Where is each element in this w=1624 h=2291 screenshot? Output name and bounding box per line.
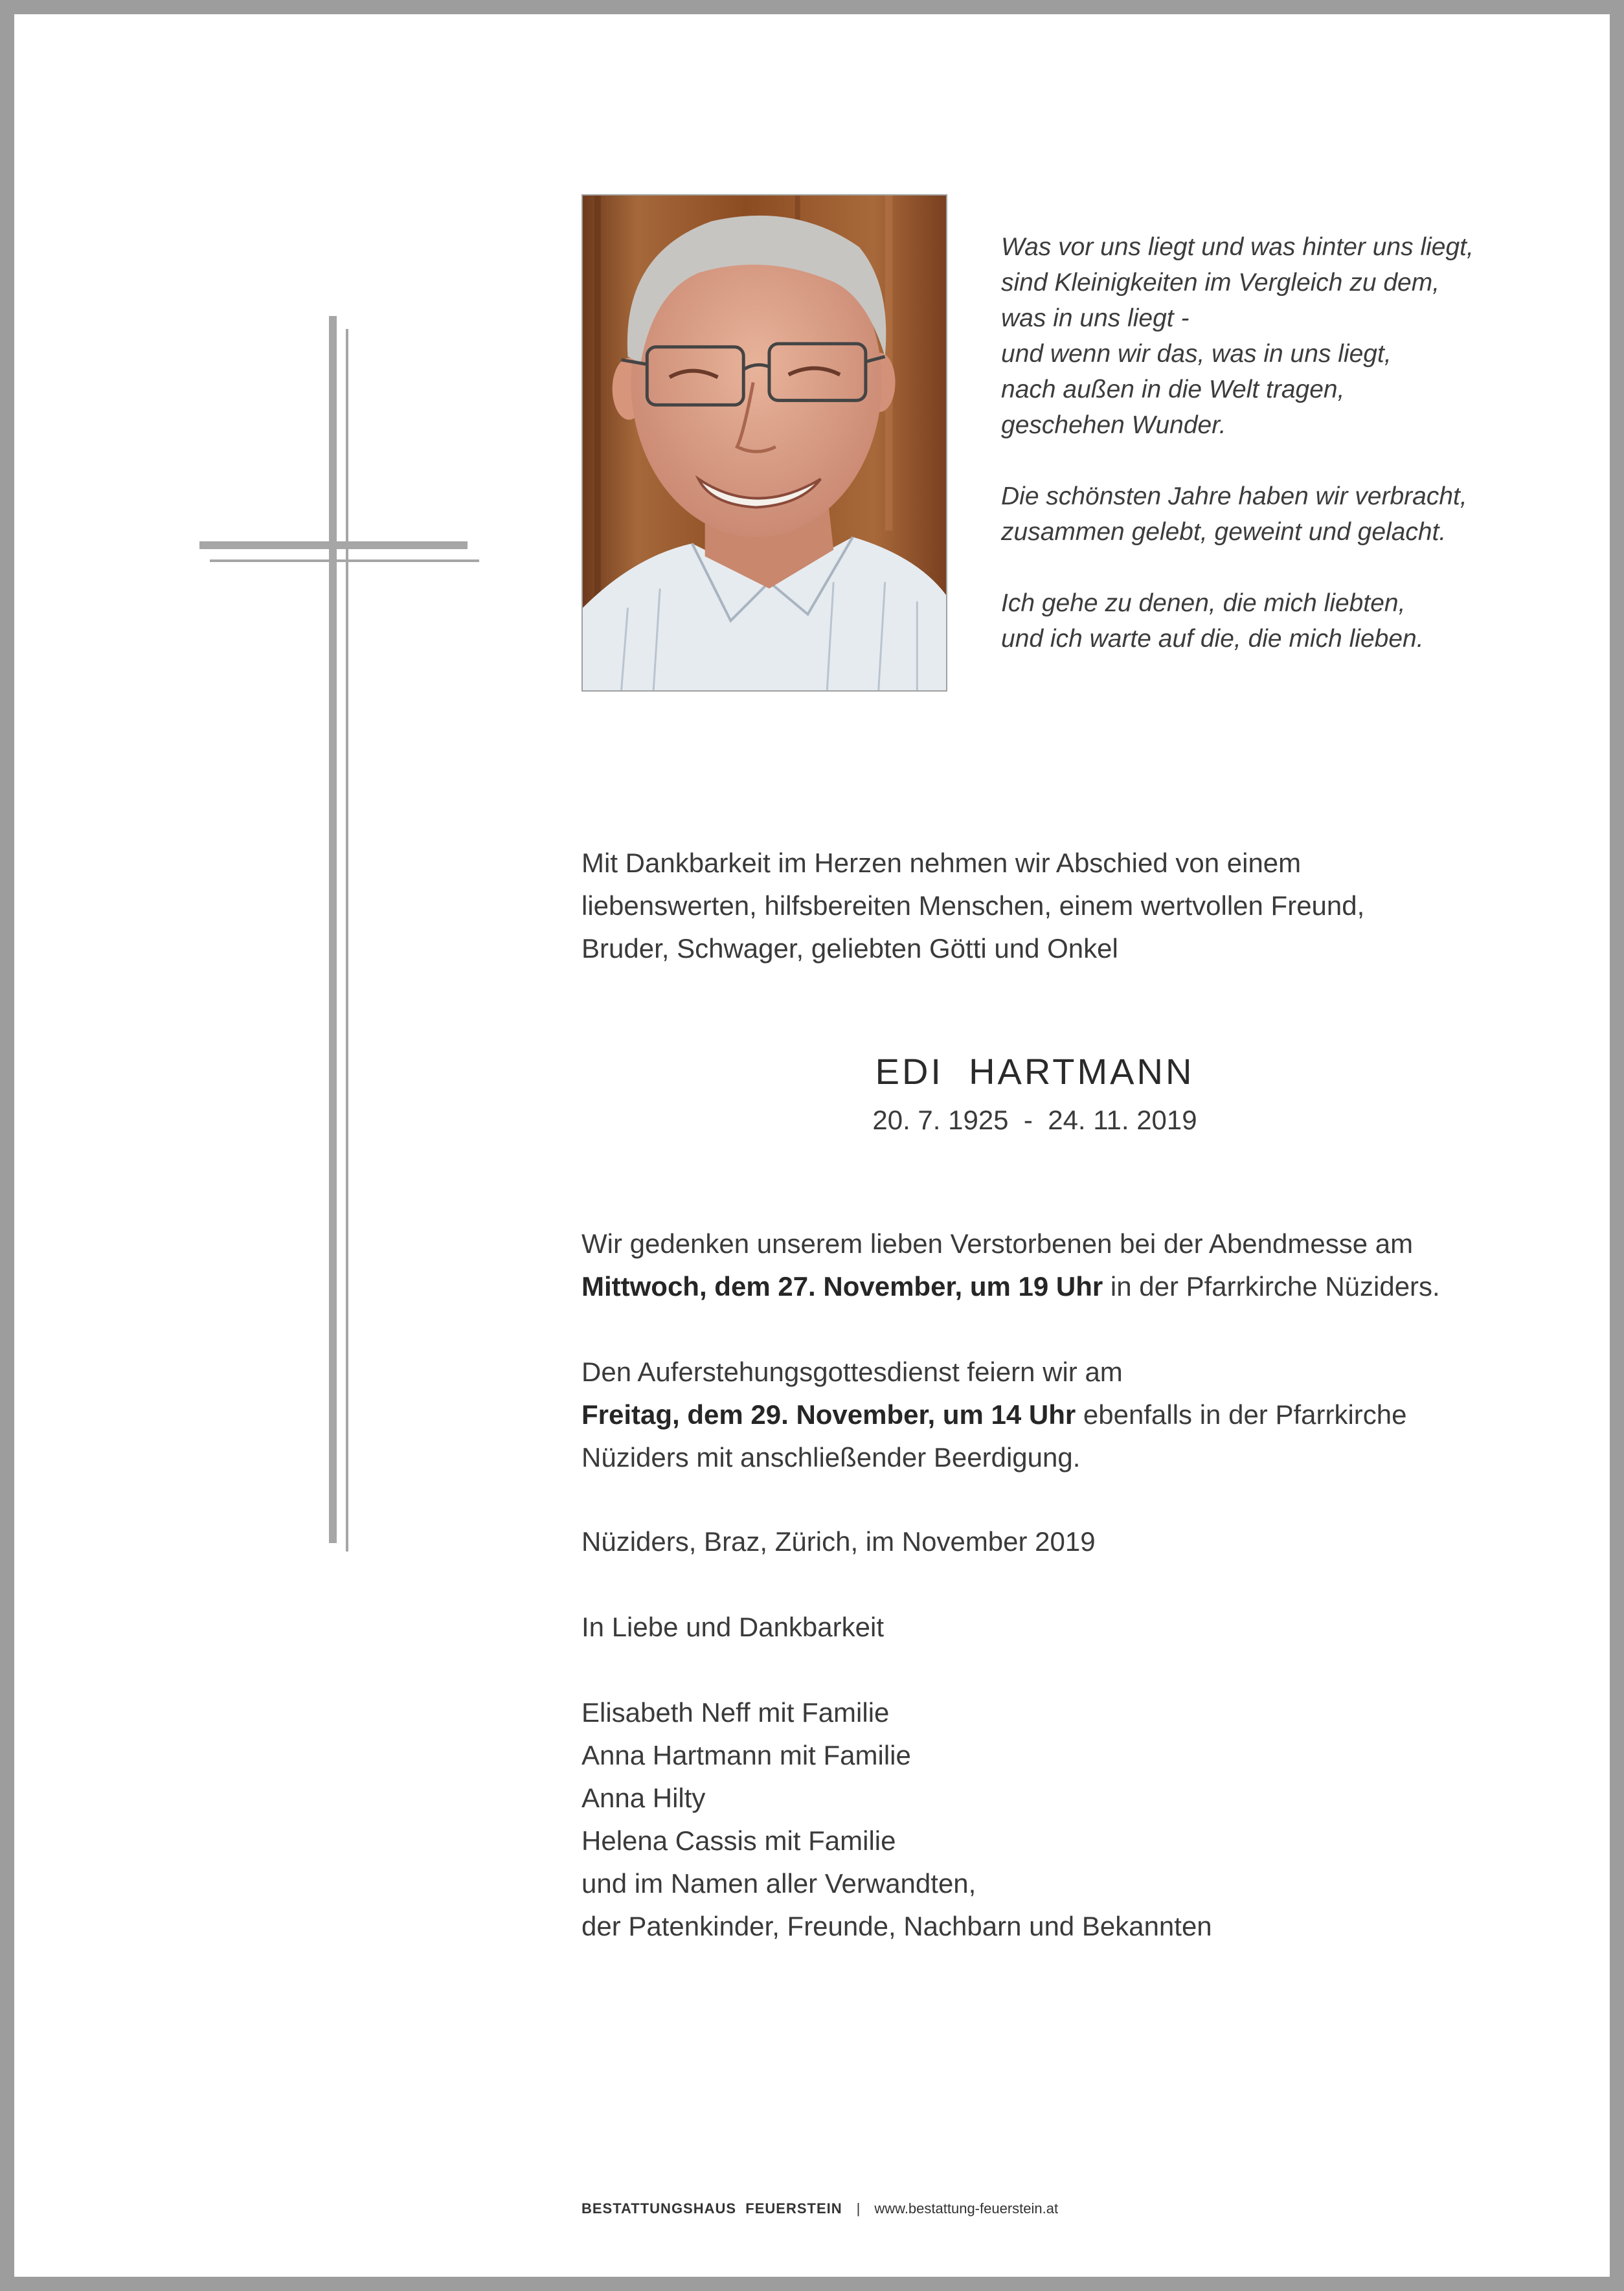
- quote-line: und wenn wir das, was in uns liegt,: [1001, 340, 1392, 368]
- mass-location: in der Pfarrkirche Nüziders.: [1103, 1271, 1440, 1302]
- funeral-line: [581, 1394, 1501, 1436]
- mass-date: Mittwoch, dem 27. November, um 19 Uhr: [581, 1271, 1103, 1302]
- cross-horizontal-bar: [199, 541, 468, 549]
- deceased-name: EDI HARTMANN: [875, 1051, 1195, 1092]
- memorial-quote: [1001, 229, 1558, 692]
- intro-line: liebenswerten, hilfsbereiten Menschen, einem wertvollen Freund,: [581, 890, 1365, 921]
- mourner: Anna Hartmann mit Familie: [581, 1740, 911, 1770]
- quote-stanza: [1001, 479, 1558, 550]
- mass-line: [581, 1265, 1501, 1308]
- cross-vertical-bar: [329, 316, 337, 1543]
- website-link[interactable]: www.bestattung-feuerstein.at: [874, 2200, 1059, 2217]
- quote-line: was in uns liegt -: [1001, 304, 1190, 332]
- mass-paragraph: [581, 1223, 1501, 1308]
- quote-line: Was vor uns liegt und was hinter uns liegt,: [1001, 233, 1474, 261]
- intro-line: Mit Dankbarkeit im Herzen nehmen wir Abschied von einem: [581, 848, 1302, 878]
- quote-line: Die schönsten Jahre haben wir verbracht,: [1001, 482, 1467, 510]
- footer: [581, 2200, 1058, 2217]
- cross-horizontal-line: [210, 559, 479, 562]
- intro-line: Bruder, Schwager, geliebten Götti und Onkel: [581, 933, 1118, 964]
- cross-vertical-line: [346, 329, 348, 1552]
- quote-line: nach außen in die Welt tragen,: [1001, 376, 1345, 403]
- intro-paragraph: [581, 842, 1501, 970]
- funeral-paragraph: [581, 1351, 1501, 1479]
- funeral-home-name: BESTATTUNGSHAUS FEUERSTEIN: [581, 2200, 842, 2217]
- life-dates: 20. 7. 1925 - 24. 11. 2019: [872, 1105, 1197, 1135]
- quote-line: zusammen gelebt, geweint und gelacht.: [1001, 518, 1447, 546]
- footer-separator: |: [856, 2200, 861, 2217]
- portrait-photo: [581, 194, 947, 692]
- quote-line: sind Kleinigkeiten im Vergleich zu dem,: [1001, 269, 1440, 297]
- funeral-line: Den Auferstehungsgottesdienst feiern wir am: [581, 1357, 1123, 1387]
- closing-text: In Liebe und Dankbarkeit: [581, 1612, 884, 1642]
- closing: [581, 1606, 1501, 1649]
- mourners-list: [581, 1691, 1501, 1948]
- quote-line: und ich warte auf die, die mich lieben.: [1001, 625, 1424, 653]
- mass-line: Wir gedenken unserem lieben Verstorbenen bei der Abendmesse am: [581, 1228, 1414, 1259]
- quote-line: Ich gehe zu denen, die mich liebten,: [1001, 589, 1406, 617]
- quote-line: geschehen Wunder.: [1001, 411, 1226, 439]
- quote-stanza: [1001, 585, 1558, 657]
- funeral-location: ebenfalls in der Pfarrkirche: [1076, 1399, 1407, 1430]
- mourner: Helena Cassis mit Familie: [581, 1825, 896, 1856]
- mourner: der Patenkinder, Freunde, Nachbarn und Bekannten: [581, 1911, 1212, 1941]
- place-date-text: Nüziders, Braz, Zürich, im November 2019: [581, 1526, 1096, 1557]
- mourner: Elisabeth Neff mit Familie: [581, 1697, 890, 1728]
- mourner: Anna Hilty: [581, 1783, 706, 1813]
- mourner: und im Namen aller Verwandten,: [581, 1868, 976, 1899]
- quote-stanza: [1001, 229, 1558, 443]
- funeral-line: Nüziders mit anschließender Beerdigung.: [581, 1442, 1081, 1473]
- funeral-date: Freitag, dem 29. November, um 14 Uhr: [581, 1399, 1076, 1430]
- place-date: [581, 1520, 1501, 1563]
